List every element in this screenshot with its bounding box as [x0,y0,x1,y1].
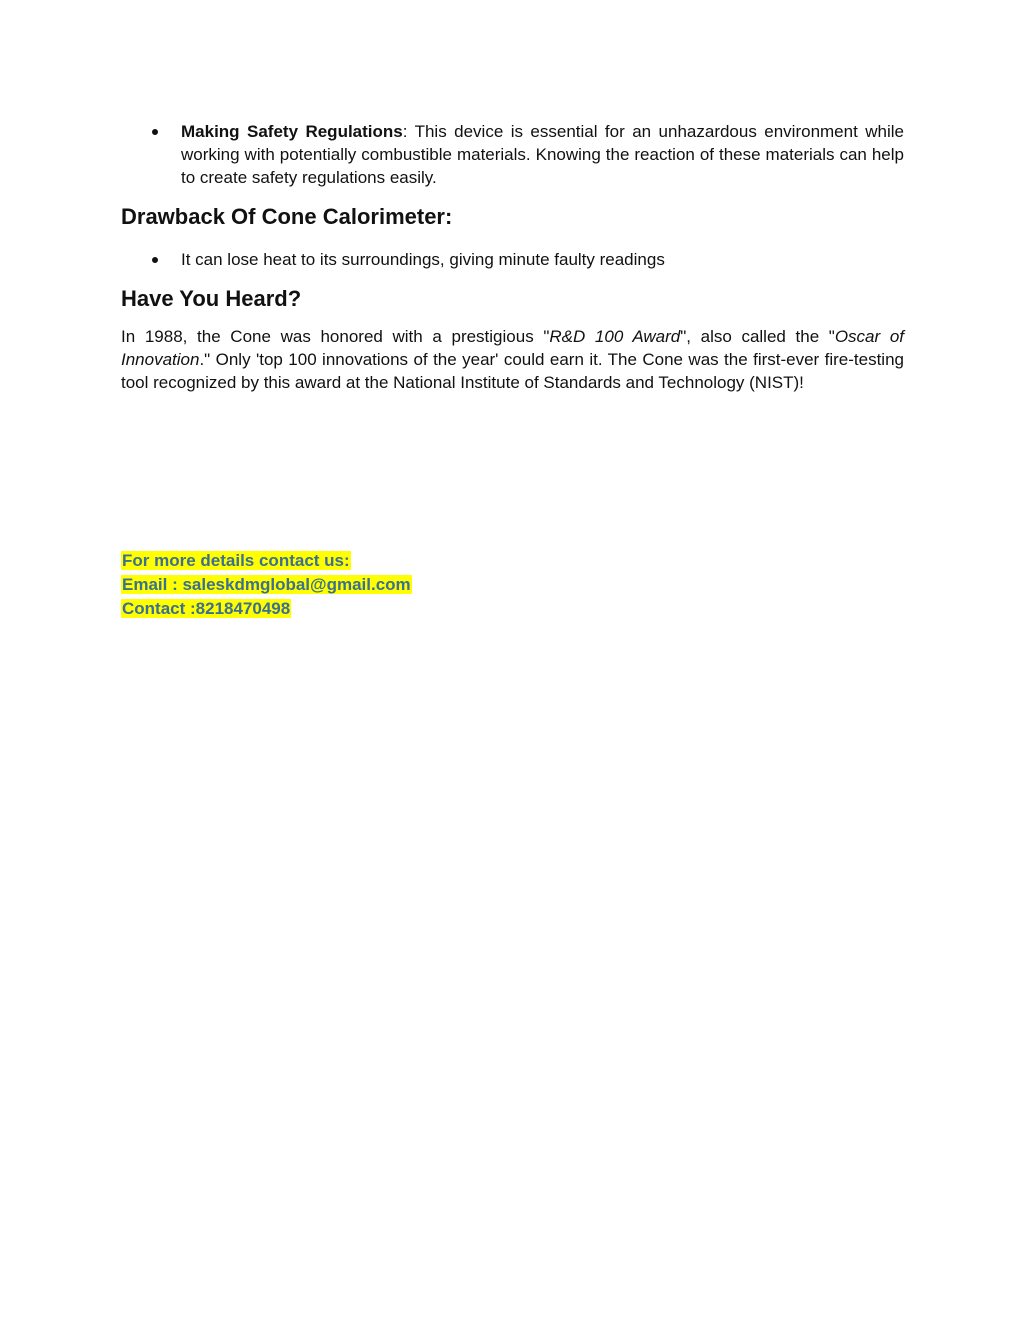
bullet-list-drawbacks [121,248,904,271]
list-item [121,248,904,271]
contact-phone[interactable]: Contact :8218470498 [122,599,291,618]
contact-block [121,549,412,621]
document-body [121,120,904,394]
section-heading-drawback: Drawback Of Cone Calorimeter: [121,204,453,229]
bullet-list-benefits [121,120,904,189]
bullet-text: : This device is essential for an unhazardous environment while working with potentially combustible materials. Knowing the reaction of these materials can help to create safety regulations easily. [181,122,904,187]
paragraph-text: ." Only 'top 100 innovations of the year' could earn it. The Cone was the first-ever fire-testing tool recognized by this award at the National Institute of Standards and Technology (NIST)! [121,350,904,392]
contact-line-heading [121,549,412,573]
award-nickname: Oscar of Innovation [121,327,904,369]
bullet-text: It can lose heat to its surroundings, giving minute faulty readings [181,250,665,269]
paragraph-award [121,325,904,394]
section-heading-have-you-heard: Have You Heard? [121,286,302,311]
list-item [121,120,904,189]
bullet-title: Making Safety Regulations [181,122,403,141]
contact-heading: For more details contact us: [122,551,350,570]
bullet-icon [152,129,158,135]
paragraph-text: ", also called the " [680,327,835,346]
bullet-icon [152,257,158,263]
paragraph-text: In 1988, the Cone was honored with a prestigious " [121,327,550,346]
contact-line-email [121,573,412,597]
award-name: R&D 100 Award [549,327,681,346]
contact-line-phone [121,597,412,621]
contact-email[interactable]: Email : saleskdmglobal@gmail.com [122,575,411,594]
